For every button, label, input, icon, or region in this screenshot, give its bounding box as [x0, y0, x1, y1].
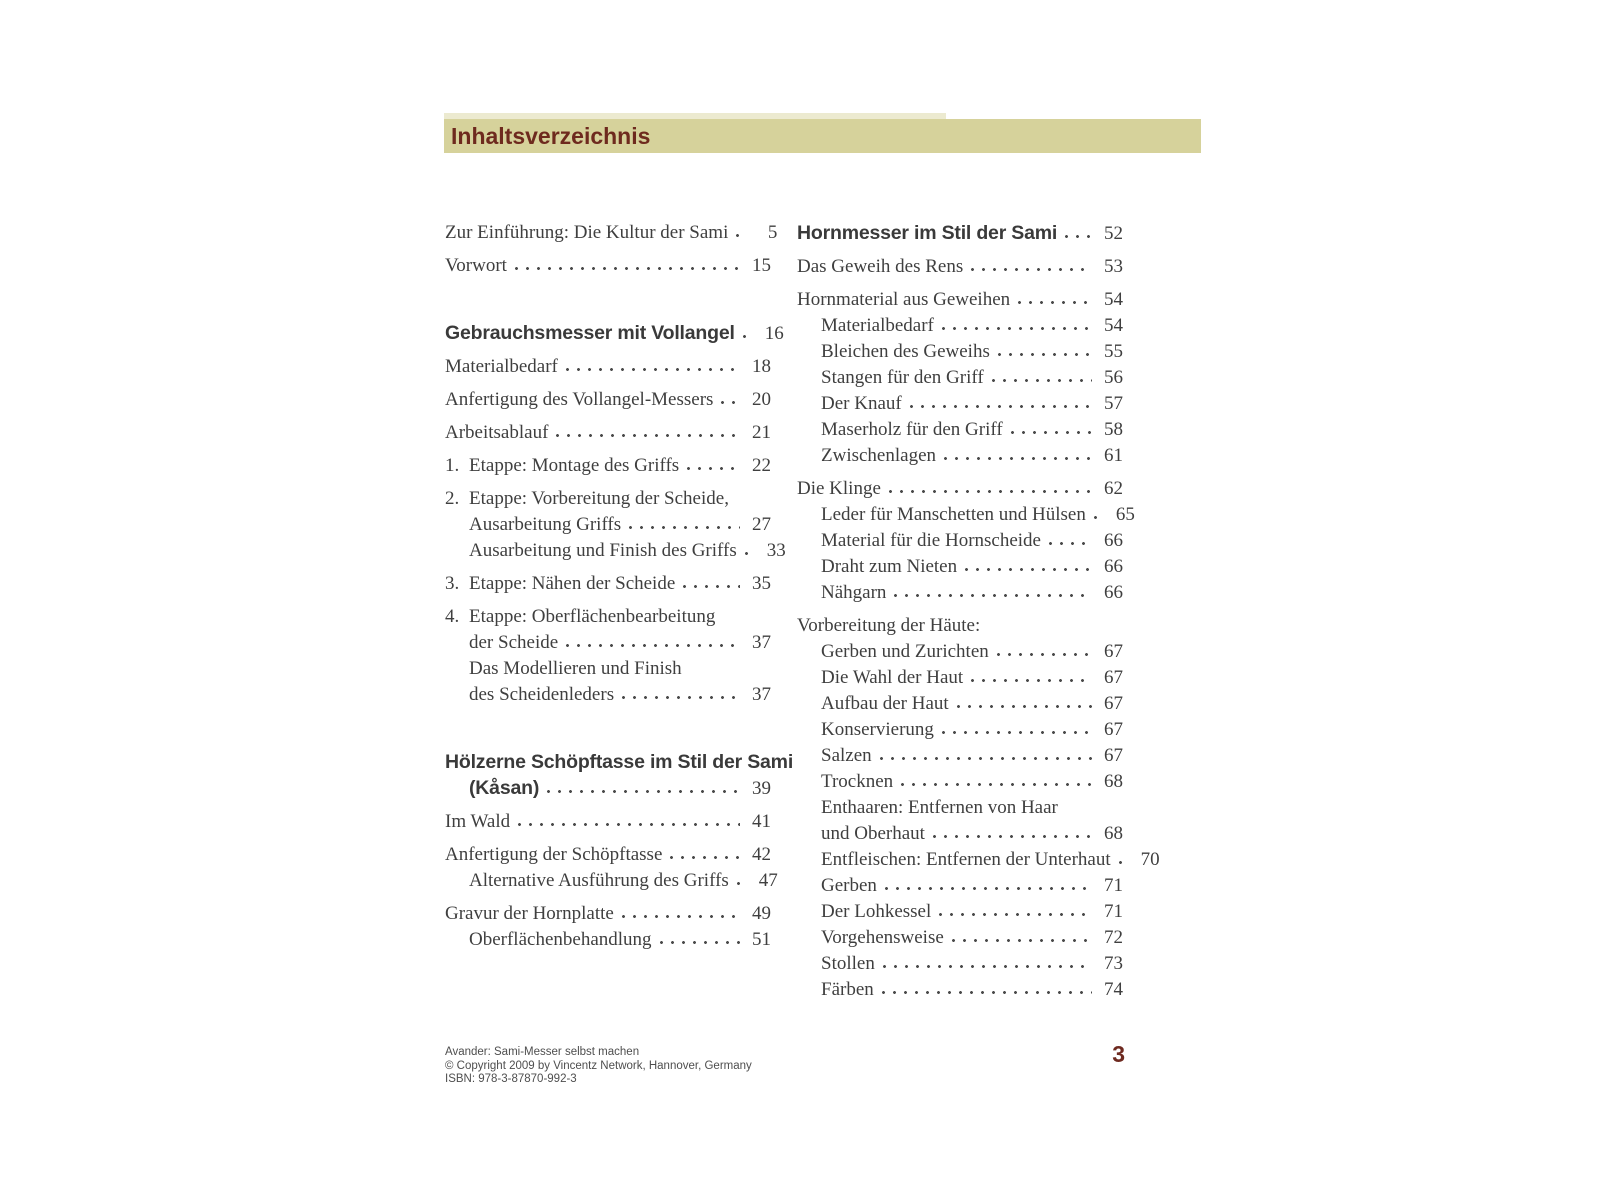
entry-text: Enthaaren: Entfernen von Haar — [821, 797, 1058, 818]
dot-leader — [1119, 861, 1129, 865]
entry-text: Etappe: Montage des Griffs — [469, 455, 680, 476]
toc-entry — [797, 556, 1123, 578]
page-ref: 58 — [1104, 419, 1123, 440]
page-ref: 52 — [1104, 223, 1123, 244]
dot-leader — [883, 965, 1092, 969]
dot-leader — [997, 653, 1092, 657]
page-ref: 66 — [1104, 556, 1123, 577]
entry-text: Material für die Hornscheide — [821, 530, 1041, 551]
toc-entry — [797, 341, 1123, 363]
toc-entry — [445, 514, 771, 536]
entry-text: Stollen — [821, 953, 875, 974]
toc-entry — [445, 322, 784, 345]
toc-entry — [797, 393, 1123, 415]
toc-entry — [797, 927, 1123, 949]
entry-number: 2. — [445, 488, 460, 509]
toc-entry — [445, 903, 771, 925]
page-ref: 73 — [1104, 953, 1123, 974]
page-ref: 51 — [752, 929, 771, 950]
toc-entry — [797, 478, 1123, 500]
page-ref: 55 — [1104, 341, 1123, 362]
entry-text: Vorgehensweise — [821, 927, 944, 948]
dot-leader — [1065, 235, 1092, 239]
dot-leader — [880, 757, 1092, 761]
dot-leader — [939, 913, 1092, 917]
dot-leader — [518, 823, 740, 827]
toc-entry — [445, 751, 794, 773]
toc-entry — [445, 573, 771, 595]
entry-text: Hornmesser im Stil der Sami — [797, 222, 1058, 244]
page-ref: 49 — [752, 903, 771, 924]
toc-entry — [797, 745, 1123, 767]
dot-leader — [1011, 431, 1092, 435]
dot-leader — [1094, 516, 1104, 520]
dot-leader — [1049, 542, 1092, 546]
page-title: Inhaltsverzeichnis — [451, 122, 651, 149]
page-ref: 68 — [1104, 823, 1123, 844]
toc-entry — [797, 719, 1123, 741]
page-ref: 67 — [1104, 719, 1123, 740]
entry-text: Bleichen des Geweihs — [821, 341, 990, 362]
dot-leader — [965, 568, 1092, 572]
toc-entry — [445, 929, 771, 951]
page-ref: 15 — [752, 255, 771, 276]
entry-text: Gerben und Zurichten — [821, 641, 989, 662]
entry-text: Salzen — [821, 745, 872, 766]
dot-leader — [745, 552, 755, 556]
page-ref: 67 — [1104, 693, 1123, 714]
dot-leader — [721, 401, 740, 405]
dot-leader — [901, 783, 1092, 787]
dot-leader — [882, 991, 1092, 995]
entry-text: Färben — [821, 979, 874, 1000]
toc-entry — [445, 632, 771, 654]
imprint-line-title: Avander: Sami-Messer selbst machen — [445, 1046, 640, 1058]
page-ref: 65 — [1115, 504, 1135, 525]
dot-leader — [670, 856, 740, 860]
entry-number: 3. — [445, 573, 460, 594]
page-ref: 33 — [766, 540, 786, 561]
toc-entry — [445, 356, 771, 378]
dot-leader — [556, 434, 740, 438]
toc-entry — [797, 849, 1160, 871]
entry-text: Ausarbeitung Griffs — [469, 514, 622, 535]
entry-text: Entfleischen: Entfernen der Unterhaut — [821, 849, 1111, 870]
dot-leader — [743, 335, 753, 339]
dot-leader — [885, 887, 1092, 891]
toc-entry — [797, 419, 1123, 441]
toc-entry — [445, 811, 771, 833]
entry-text: Leder für Manschetten und Hülsen — [821, 504, 1086, 525]
entry-text: Im Wald — [445, 811, 511, 832]
page-ref: 54 — [1104, 315, 1123, 336]
dot-leader — [933, 835, 1092, 839]
page-ref: 56 — [1104, 367, 1123, 388]
dot-leader — [622, 915, 740, 919]
toc-entry — [445, 777, 771, 800]
dot-leader — [737, 882, 747, 886]
page-ref: 74 — [1104, 979, 1123, 1000]
page-ref: 21 — [752, 422, 771, 443]
toc-column-right — [797, 222, 1160, 1001]
entry-text: Der Knauf — [821, 393, 902, 414]
toc-entry — [797, 823, 1123, 845]
page-ref: 39 — [752, 778, 771, 799]
entry-text: Die Wahl der Haut — [821, 667, 964, 688]
entry-text: Hölzerne Schöpftasse im Stil der Sami — [445, 751, 794, 773]
page-ref: 71 — [1104, 901, 1123, 922]
page-number: 3 — [1112, 1041, 1125, 1067]
toc-entry — [797, 256, 1123, 278]
toc-entry — [445, 870, 778, 892]
entry-text: Zur Einführung: Die Kultur der Sami — [445, 222, 729, 243]
dot-leader — [1018, 301, 1092, 305]
page-ref: 57 — [1104, 393, 1123, 414]
toc-entry — [797, 641, 1123, 663]
toc-entry — [797, 693, 1123, 715]
page-ref: 41 — [752, 811, 771, 832]
entry-text: Das Modellieren und Finish — [469, 658, 682, 679]
dot-leader — [889, 490, 1092, 494]
toc-entry — [797, 315, 1123, 337]
page-ref: 16 — [764, 323, 784, 344]
entry-text: der Scheide — [469, 632, 559, 653]
toc-entry — [445, 844, 771, 866]
entry-text: Alternative Ausführung des Griffs — [469, 870, 729, 891]
page-ref: 22 — [752, 455, 771, 476]
dot-leader — [629, 526, 740, 530]
toc-entry — [797, 771, 1123, 793]
page-ref: 27 — [752, 514, 771, 535]
toc-entry — [797, 979, 1123, 1001]
entry-text: Aufbau der Haut — [821, 693, 949, 714]
dot-leader — [683, 585, 740, 589]
page-ref: 72 — [1104, 927, 1123, 948]
entry-text: Anfertigung der Schöpftasse — [445, 844, 663, 865]
entry-text: Gerben — [821, 875, 877, 896]
dot-leader — [566, 644, 740, 648]
toc-entry — [445, 540, 786, 562]
toc-entry — [797, 953, 1123, 975]
toc-entry — [797, 615, 1123, 637]
imprint-footer — [445, 1046, 752, 1087]
page-ref: 71 — [1104, 875, 1123, 896]
toc-entry — [797, 667, 1123, 689]
entry-text: Maserholz für den Griff — [821, 419, 1003, 440]
page-ref: 67 — [1104, 667, 1123, 688]
entry-text: Etappe: Oberflächenbearbeitung — [469, 606, 716, 627]
dot-leader — [660, 941, 740, 945]
dot-leader — [944, 457, 1092, 461]
chapter-header-bar — [444, 119, 1201, 153]
entry-text: Draht zum Nieten — [821, 556, 958, 577]
dot-leader — [566, 368, 740, 372]
toc-entry — [445, 422, 771, 444]
dot-leader — [992, 379, 1092, 383]
page-ref: 37 — [752, 684, 771, 705]
dot-leader — [622, 696, 740, 700]
entry-number: 4. — [445, 606, 460, 627]
dot-leader — [910, 405, 1092, 409]
page-ref: 35 — [752, 573, 771, 594]
dot-leader — [942, 731, 1092, 735]
page-ref: 62 — [1104, 478, 1123, 499]
entry-text: des Scheidenleders — [469, 684, 615, 705]
entry-text: Anfertigung des Vollangel-Messers — [445, 389, 714, 410]
page-ref: 53 — [1104, 256, 1123, 277]
toc-entry — [445, 606, 771, 628]
entry-text: Etappe: Nähen der Scheide — [469, 573, 676, 594]
entry-text: Gravur der Hornplatte — [445, 903, 614, 924]
dot-leader — [957, 705, 1092, 709]
entry-text: Gebrauchsmesser mit Vollangel — [445, 322, 735, 344]
entry-text: Etappe: Vorbereitung der Scheide, — [469, 488, 729, 509]
entry-text: Zwischenlagen — [821, 445, 937, 466]
toc-entry — [797, 582, 1123, 604]
toc-entry — [797, 504, 1135, 526]
toc-entry — [445, 658, 771, 680]
dot-leader — [515, 267, 740, 271]
toc-entry — [797, 530, 1123, 552]
toc-entry — [445, 684, 771, 706]
dot-leader — [971, 268, 1092, 272]
toc-entry — [445, 488, 771, 510]
toc-entry — [445, 455, 771, 477]
entry-text: Materialbedarf — [821, 315, 934, 336]
entry-text: Der Lohkessel — [821, 901, 932, 922]
page-ref: 47 — [758, 870, 778, 891]
entry-text: Vorbereitung der Häute: — [797, 615, 981, 636]
toc-entry — [797, 222, 1123, 245]
entry-text: Trocknen — [821, 771, 894, 792]
entry-number: 1. — [445, 455, 460, 476]
toc-column-left — [445, 222, 794, 951]
page-ref: 70 — [1140, 849, 1160, 870]
entry-text: Nähgarn — [821, 582, 887, 603]
imprint-line-copyright: © Copyright 2009 by Vincentz Network, Hannover, Germany — [445, 1059, 752, 1072]
entry-text: Die Klinge — [797, 478, 881, 499]
entry-text: Materialbedarf — [445, 356, 558, 377]
entry-text: (Kåsan) — [469, 777, 540, 799]
toc-entry — [797, 445, 1123, 467]
toc-entry — [797, 289, 1123, 311]
dot-leader — [894, 594, 1092, 598]
dot-leader — [547, 790, 740, 794]
dot-leader — [952, 939, 1092, 943]
dot-leader — [942, 327, 1092, 331]
dot-leader — [736, 234, 746, 238]
toc-entry — [797, 901, 1123, 923]
entry-text: Ausarbeitung und Finish des Griffs — [469, 540, 737, 561]
toc-entry — [797, 797, 1123, 819]
page-ref: 18 — [752, 356, 771, 377]
entry-text: und Oberhaut — [821, 823, 925, 844]
toc-entry — [445, 389, 771, 411]
entry-text: Hornmaterial aus Geweihen — [797, 289, 1011, 310]
imprint-line-isbn: ISBN: 978-3-87870-992-3 — [445, 1073, 577, 1085]
page-ref: 42 — [752, 844, 771, 865]
entry-text: Das Geweih des Rens — [797, 256, 964, 277]
entry-text: Arbeitsablauf — [445, 422, 549, 443]
page-ref: 67 — [1104, 641, 1123, 662]
page-ref: 61 — [1104, 445, 1123, 466]
page-ref: 20 — [752, 389, 771, 410]
toc-entry — [445, 222, 778, 244]
page-ref: 54 — [1104, 289, 1123, 310]
dot-leader — [687, 467, 740, 471]
toc-entry — [445, 255, 771, 277]
page-ref: 66 — [1104, 582, 1123, 603]
entry-text: Konservierung — [821, 719, 934, 740]
toc-entry — [797, 367, 1123, 389]
page-ref: 68 — [1104, 771, 1123, 792]
page-ref: 5 — [767, 222, 778, 243]
dot-leader — [971, 679, 1092, 683]
page-ref: 37 — [752, 632, 771, 653]
dot-leader — [998, 353, 1092, 357]
entry-text: Stangen für den Griff — [821, 367, 984, 388]
entry-text: Oberflächenbehandlung — [469, 929, 652, 950]
page-ref: 67 — [1104, 745, 1123, 766]
toc-entry — [797, 875, 1123, 897]
entry-text: Vorwort — [445, 255, 507, 276]
page-ref: 66 — [1104, 530, 1123, 551]
